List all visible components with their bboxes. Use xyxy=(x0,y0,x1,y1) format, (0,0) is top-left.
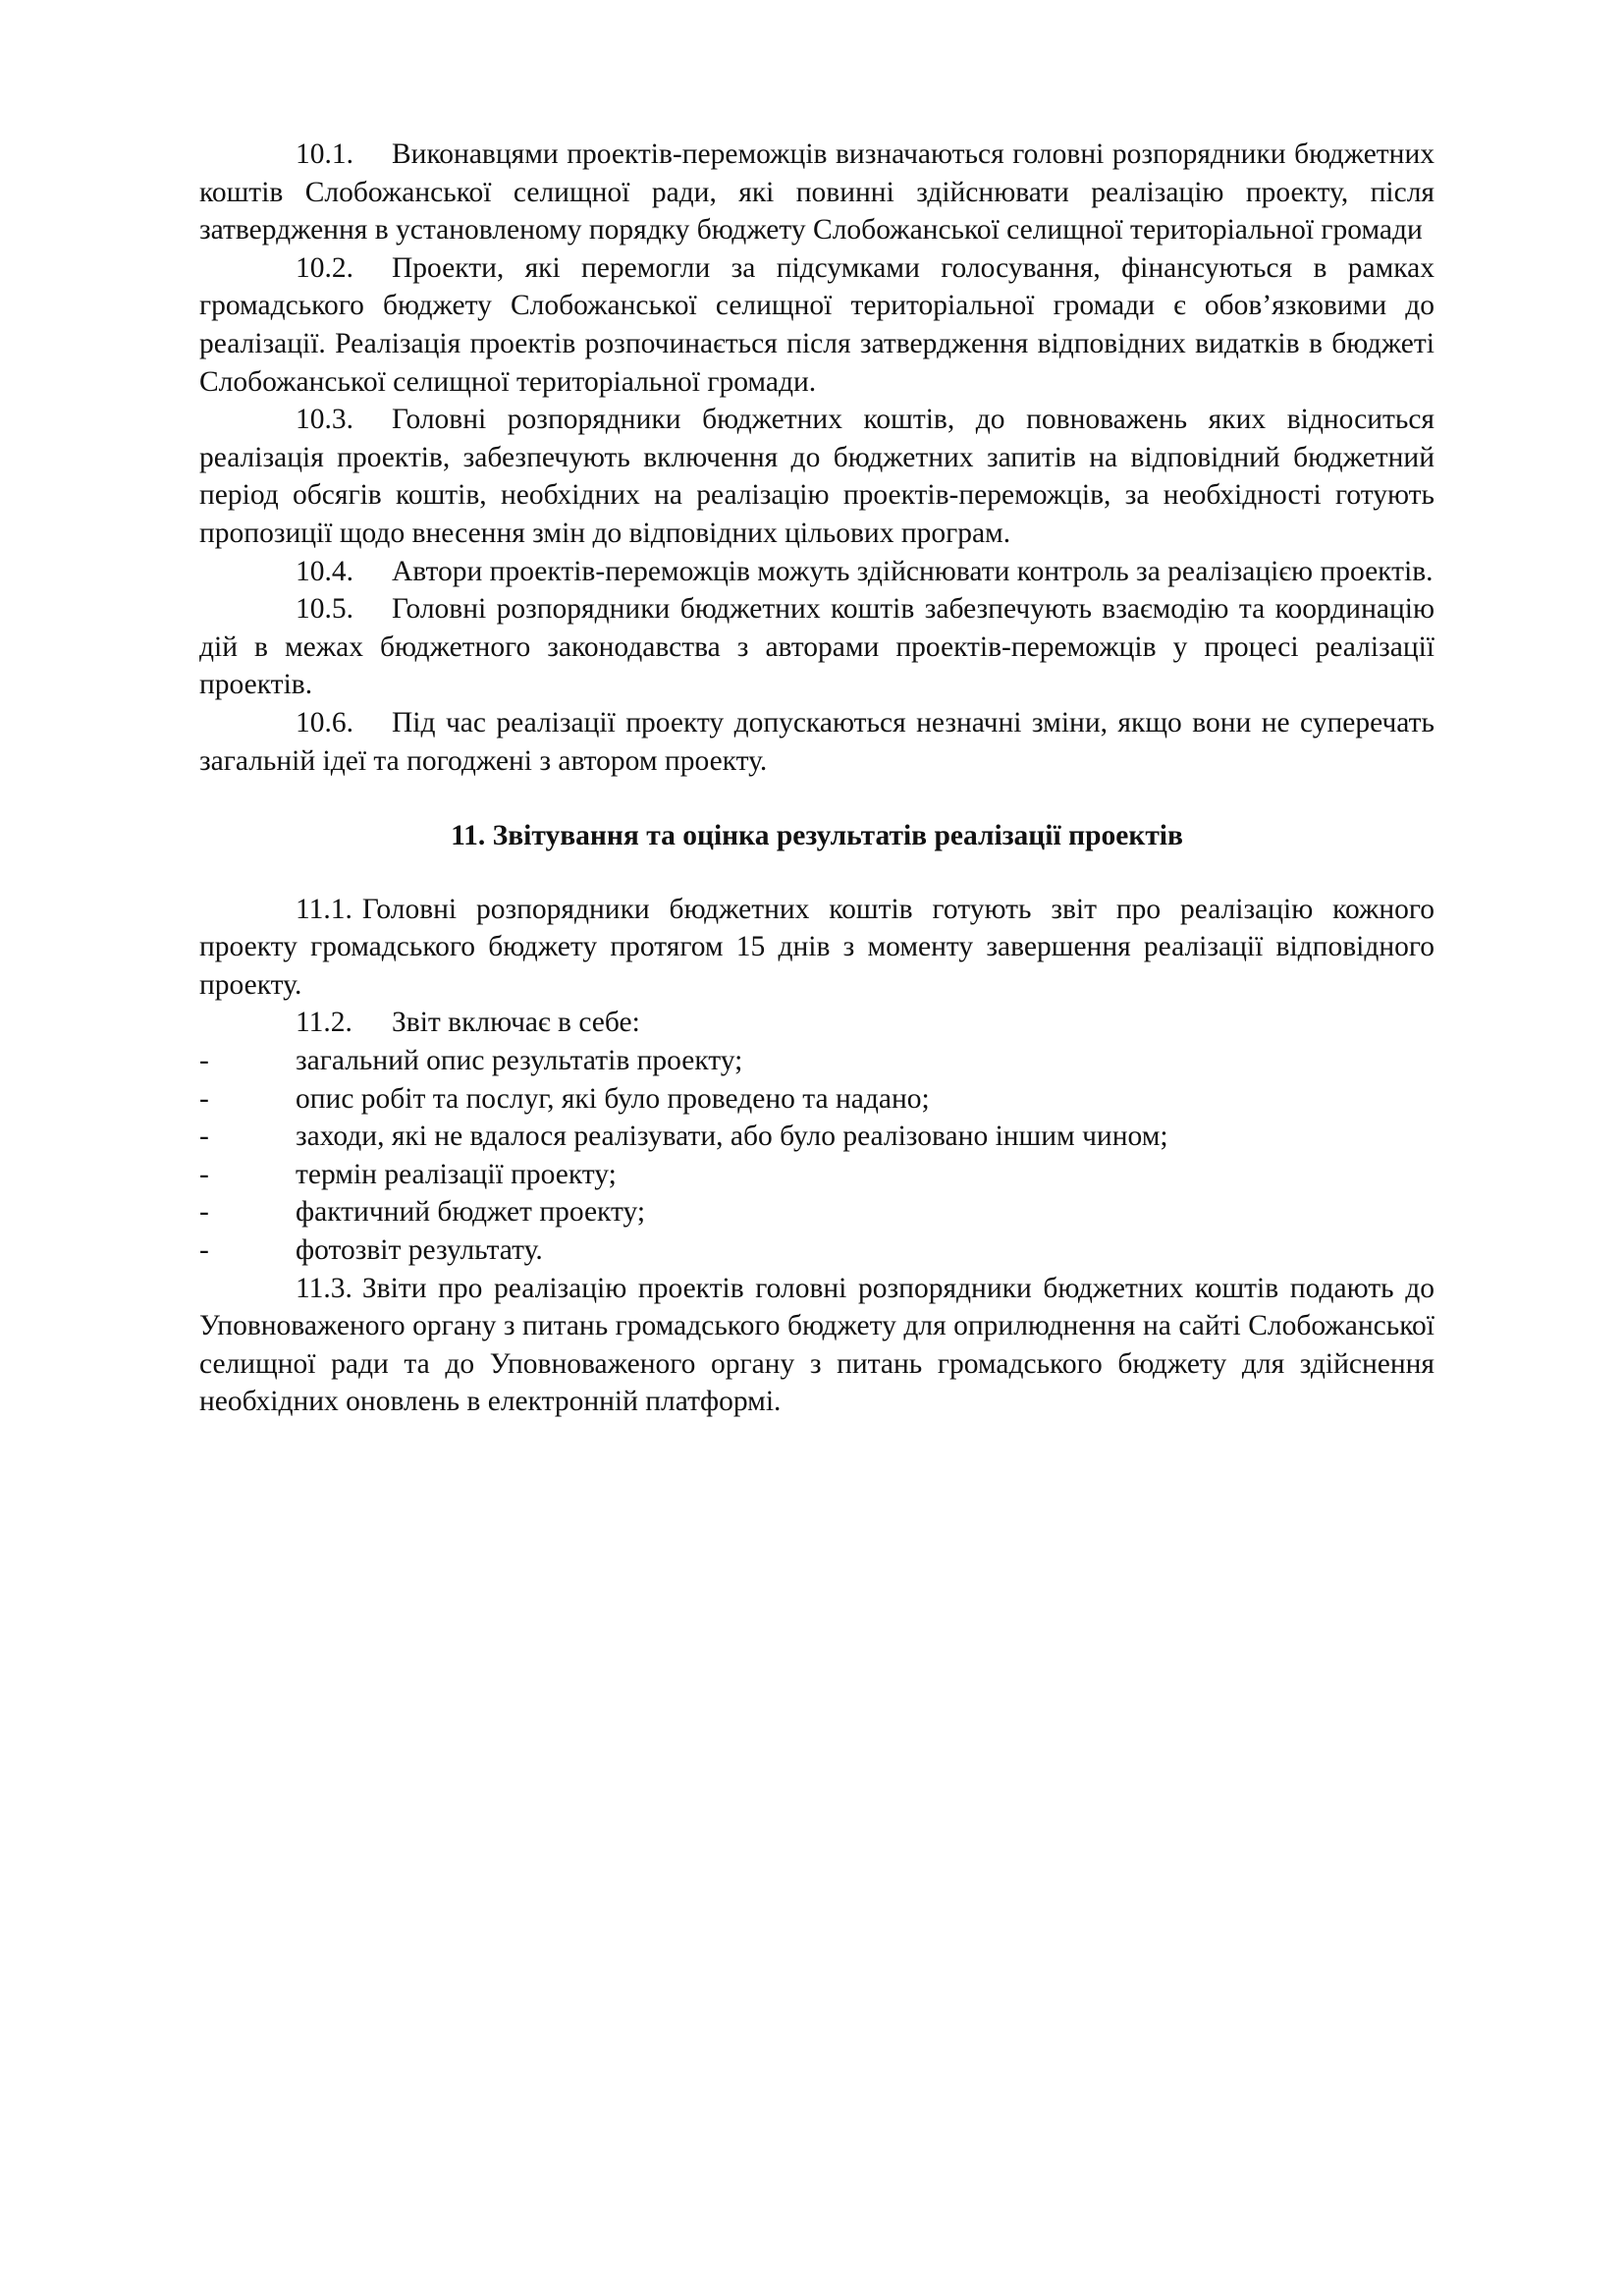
paragraph-10-3 xyxy=(199,401,1435,552)
paragraph-text: Під час реалізації проекту допускаються незначні зміни, якщо вони не суперечать загальній ідеї та погоджені з автором проекту. xyxy=(199,706,1435,777)
list-item-text: опис робіт та послуг, які було проведено та надано; xyxy=(296,1082,930,1115)
list-item-text: термін реалізації проекту; xyxy=(296,1158,617,1190)
list-item xyxy=(199,1156,1435,1194)
paragraph-number: 11.2. xyxy=(296,1007,352,1039)
paragraph-number: 10.2. xyxy=(296,251,353,284)
paragraph-11-3 xyxy=(199,1270,1435,1421)
paragraph-10-6 xyxy=(199,704,1435,780)
paragraph-text: Виконавцями проектів-переможців визначаються головні розпорядники бюджетних коштів Слобожанської селищної ради, які повинні здійснювати реалізацію проекту, після затвердження в установленому порядку бюджету Слобожанської селищної територіальної громади xyxy=(199,138,1435,246)
paragraph-text: Автори проектів-переможців можуть здійснювати контроль за реалізацією проектів. xyxy=(392,555,1434,587)
section-heading: 11. Звітування та оцінка результатів реалізації проектів xyxy=(451,820,1183,852)
paragraph-11-2 xyxy=(199,1004,1435,1042)
list-dash: - xyxy=(199,1196,209,1229)
report-contents-list xyxy=(199,1042,1435,1270)
paragraph-text: Головні розпорядники бюджетних коштів готують звіт про реалізацію кожного проекту громадського бюджету протягом 15 днів з моменту завершення реалізації відповідного проекту. xyxy=(199,893,1435,1001)
document-body xyxy=(199,136,1435,1421)
paragraph-10-1 xyxy=(199,136,1435,249)
paragraph-number: 11.3. xyxy=(296,1272,352,1304)
list-dash: - xyxy=(199,1082,209,1115)
list-dash: - xyxy=(199,1121,209,1153)
list-item-text: заходи, які не вдалося реалізувати, або було реалізовано іншим чином; xyxy=(296,1121,1168,1153)
list-dash: - xyxy=(199,1234,209,1267)
list-item xyxy=(199,1118,1435,1156)
paragraph-number: 10.1. xyxy=(296,138,353,170)
list-item xyxy=(199,1042,1435,1080)
paragraph-10-4 xyxy=(199,553,1435,591)
list-item xyxy=(199,1193,1435,1231)
list-item-text: загальний опис результатів проекту; xyxy=(296,1045,743,1077)
list-item-text: фотозвіт результату. xyxy=(296,1234,543,1267)
paragraph-number: 10.6. xyxy=(296,706,353,738)
paragraph-text: Проекти, які перемогли за підсумками голосування, фінансуються в рамках громадського бюджету Слобожанської селищної територіальної громади є обов’язковими до реалізації. Реалізація проектів розпочинається після затвердження відповідних видатків в бюджеті Слобожанської селищної територіальної громади. xyxy=(199,251,1435,398)
list-item xyxy=(199,1231,1435,1270)
list-item xyxy=(199,1080,1435,1119)
list-item-text: фактичний бюджет проекту; xyxy=(296,1196,646,1229)
paragraph-text: Звіти про реалізацію проектів головні розпорядники бюджетних коштів подають до Уповноваженого органу з питань громадського бюджету для оприлюднення на сайті Слобожанської селищної ради та до Уповноваженого органу з питань громадського бюджету для здійснення необхідних оновлень в електронній платформі. xyxy=(199,1272,1435,1418)
paragraph-10-5 xyxy=(199,590,1435,704)
paragraph-10-2 xyxy=(199,249,1435,401)
paragraph-number: 11.1. xyxy=(296,893,352,925)
list-dash: - xyxy=(199,1045,209,1077)
paragraph-number: 10.4. xyxy=(296,555,353,587)
list-dash: - xyxy=(199,1158,209,1190)
paragraph-text: Головні розпорядники бюджетних коштів, до повноважень яких відноситься реалізація проектів, забезпечують включення до бюджетних запитів на відповідний бюджетний період обсягів коштів, необхідних на реалізацію проектів-переможців, за необхідності готують пропозиції щодо внесення змін до відповідних цільових програм. xyxy=(199,404,1435,549)
paragraph-text: Звіт включає в себе: xyxy=(392,1007,640,1039)
paragraph-number: 10.5. xyxy=(296,593,353,626)
paragraph-text: Головні розпорядники бюджетних коштів забезпечують взаємодію та координацію дій в межах бюджетного законодавства з авторами проектів-переможців у процесі реалізації проектів. xyxy=(199,593,1435,701)
paragraph-11-1 xyxy=(199,891,1435,1005)
paragraph-number: 10.3. xyxy=(296,404,353,436)
